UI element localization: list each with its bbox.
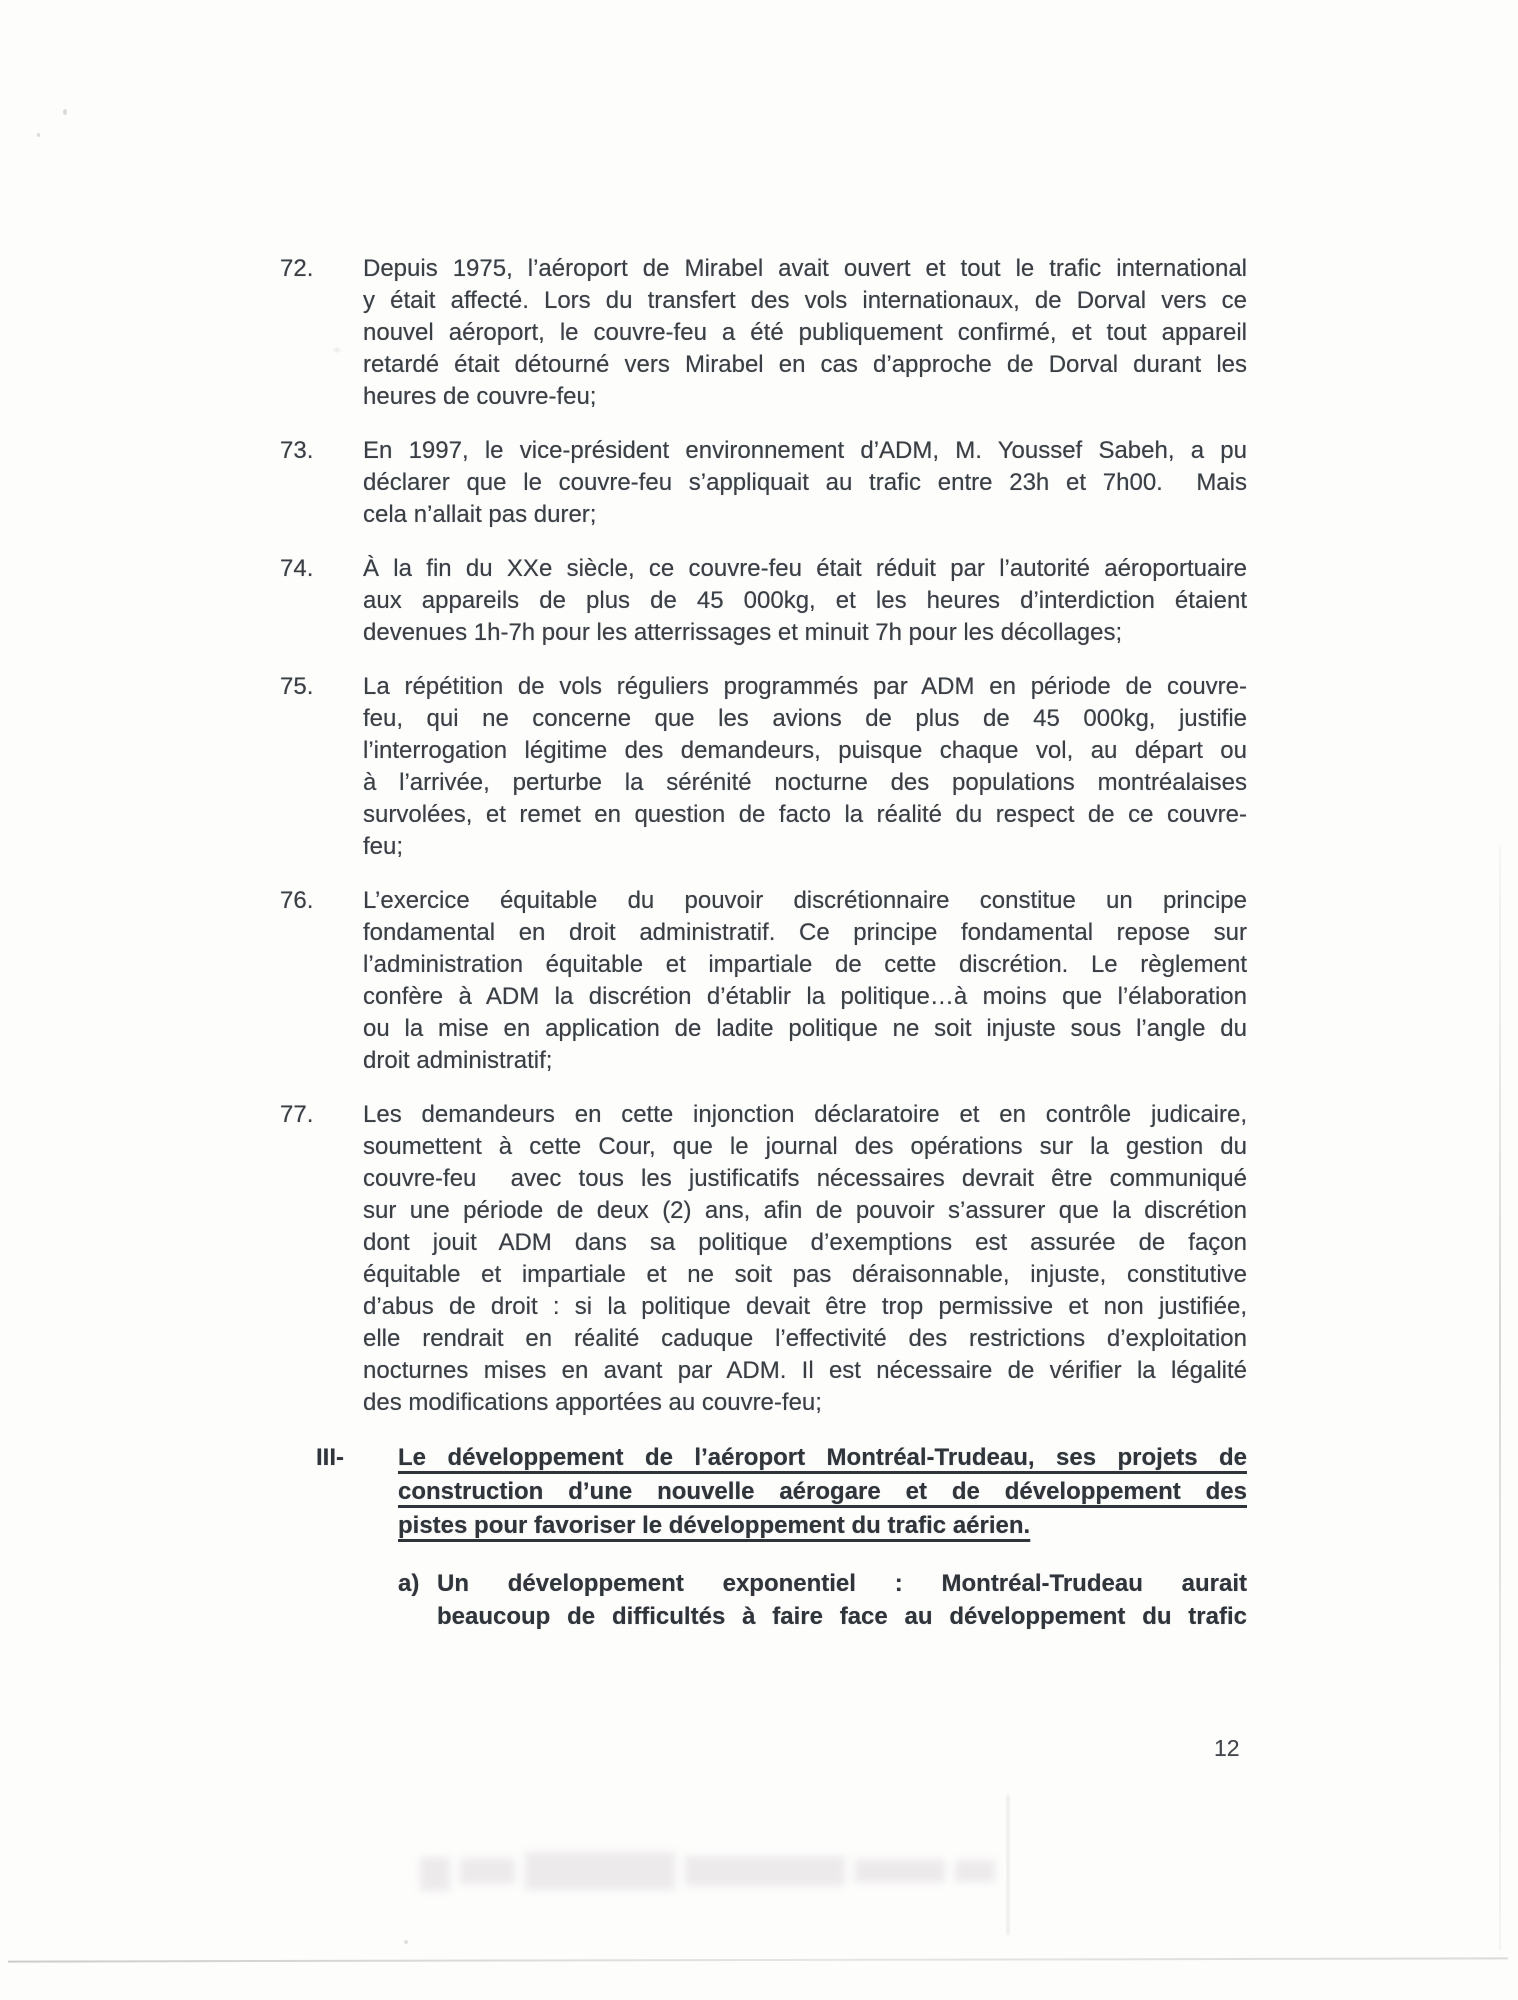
paragraph-75-line: à l’arrivée, perturbe la sérénité nocturne des populations montréalaises [363, 769, 1247, 796]
paragraph-76-line: ou la mise en application de ladite politique ne soit injuste sous l’angle du [363, 1015, 1247, 1042]
section-heading-III-line [398, 1475, 1247, 1509]
dust-speck [334, 348, 340, 352]
smudge-blob [525, 1852, 675, 1890]
smudge-blob [420, 1857, 450, 1891]
paragraph-75-line: feu; [363, 833, 404, 860]
paragraph-72-line: y était affecté. Lors du transfert des vols internationaux, de Dorval vers ce [363, 287, 1247, 314]
bleed-through-smudge [420, 1846, 1050, 1896]
paragraph-76-number: 76. [280, 887, 314, 914]
document-body [280, 253, 1247, 1633]
paragraph-73 [280, 435, 1247, 531]
paragraph-76-line: l’administration équitable et impartiale de cette discrétion. Le règlement [363, 951, 1247, 978]
sub-item-a-number: a) [398, 1570, 420, 1597]
paragraph-74-text [363, 553, 1247, 649]
paragraph-77-line: d’abus de droit : si la politique devait être trop permissive et non justifiée, [363, 1293, 1247, 1320]
paragraph-77-line: sur une période de deux (2) ans, afin de pouvoir s’assurer que la discrétion [363, 1197, 1247, 1224]
section-heading-III [316, 1441, 1247, 1543]
paragraph-74 [280, 553, 1247, 649]
sub-item-a-line: beaucoup de difficultés à faire face au développement du trafic [437, 1603, 1247, 1630]
dust-speck [37, 133, 40, 137]
paragraph-75-text [363, 671, 1247, 863]
paragraph-72-text [363, 253, 1247, 413]
section-heading-III-text [398, 1441, 1247, 1543]
page-number: 12 [1214, 1735, 1240, 1761]
smudge-blob [460, 1858, 515, 1884]
dust-speck [404, 1940, 408, 1944]
section-heading-III-underlined-text: Le développement de l’aéroport Montréal-Trudeau, ses projets de [398, 1444, 1247, 1471]
paragraph-76-line: fondamental en droit administratif. Ce principe fondamental repose sur [363, 919, 1247, 946]
paragraph-74-line: devenues 1h-7h pour les atterrissages et minuit 7h pour les décollages; [363, 619, 1123, 646]
paragraph-72-line: nouvel aéroport, le couvre-feu a été publiquement confirmé, et tout appareil [363, 319, 1247, 346]
paragraph-77-text [363, 1099, 1247, 1419]
smudge-blob [685, 1856, 845, 1886]
paragraph-77 [280, 1099, 1247, 1419]
paragraph-77-line: des modifications apportées au couvre-feu; [363, 1389, 822, 1416]
bottom-edge-scan-line [8, 1957, 1508, 1962]
dust-speck [63, 109, 67, 115]
smudge-blob [855, 1859, 945, 1883]
paragraph-77-line: couvre-feu avec tous les justificatifs nécessaires devrait être communiqué [363, 1165, 1247, 1192]
paragraph-72 [280, 253, 1247, 413]
paragraph-75-number: 75. [280, 673, 314, 700]
paragraph-72-number: 72. [280, 255, 314, 282]
paragraph-72-line: Depuis 1975, l’aéroport de Mirabel avait ouvert et tout le trafic international [363, 255, 1247, 282]
paragraph-74-line: aux appareils de plus de 45 000kg, et les heures d’interdiction étaient [363, 587, 1247, 614]
sub-item-a-line: Un développement exponentiel : Montréal-Trudeau aurait [437, 1570, 1247, 1597]
paragraph-73-line: cela n’allait pas durer; [363, 501, 597, 528]
paragraph-75 [280, 671, 1247, 863]
paragraph-75-line: l’interrogation légitime des demandeurs, puisque chaque vol, au départ ou [363, 737, 1247, 764]
sub-item-a-text [437, 1567, 1247, 1633]
paragraph-77-line: nocturnes mises en avant par ADM. Il est nécessaire de vérifier la légalité [363, 1357, 1247, 1384]
paragraph-73-text [363, 435, 1247, 531]
paragraph-77-line: soumettent à cette Cour, que le journal des opérations sur la gestion du [363, 1133, 1247, 1160]
smudge-blob [955, 1860, 995, 1882]
section-heading-III-number: III- [316, 1444, 344, 1471]
paragraph-77-number: 77. [280, 1101, 314, 1128]
paragraph-76-line: droit administratif; [363, 1047, 553, 1074]
paragraph-76-line: confère à ADM la discrétion d’établir la politique…à moins que l’élaboration [363, 983, 1247, 1010]
section-heading-III-underlined-text: pistes pour favoriser le développement du trafic aérien. [398, 1512, 1031, 1539]
right-edge-scan-line [1499, 845, 1501, 1950]
paragraph-73-line: déclarer que le couvre-feu s’appliquait au trafic entre 23h et 7h00. Mais [363, 469, 1247, 496]
paragraph-77-line: dont jouit ADM dans sa politique d’exemptions est assurée de façon [363, 1229, 1247, 1256]
sub-item-a [398, 1567, 1247, 1633]
paragraph-72-line: heures de couvre-feu; [363, 383, 597, 410]
paragraph-76-line: L’exercice équitable du pouvoir discrétionnaire constitue un principe [363, 887, 1247, 914]
paragraph-77-line: Les demandeurs en cette injonction déclaratoire et en contrôle judicaire, [363, 1101, 1247, 1128]
paragraph-75-line: La répétition de vols réguliers programmés par ADM en période de couvre- [363, 673, 1247, 700]
paragraph-74-line: À la fin du XXe siècle, ce couvre-feu était réduit par l’autorité aéroportuaire [363, 555, 1247, 582]
paragraph-73-line: En 1997, le vice-président environnement d’ADM, M. Youssef Sabeh, a pu [363, 437, 1247, 464]
section-heading-III-line [398, 1509, 1247, 1543]
paragraph-77-line: elle rendrait en réalité caduque l’effectivité des restrictions d’exploitation [363, 1325, 1247, 1352]
paragraph-75-line: feu, qui ne concerne que les avions de plus de 45 000kg, justifie [363, 705, 1247, 732]
paragraph-76-text [363, 885, 1247, 1077]
paragraph-75-line: survolées, et remet en question de facto la réalité du respect de ce couvre- [363, 801, 1247, 828]
paragraph-74-number: 74. [280, 555, 314, 582]
paragraph-72-line: retardé était détourné vers Mirabel en cas d’approche de Dorval durant les [363, 351, 1247, 378]
paragraph-76 [280, 885, 1247, 1077]
section-heading-III-underlined-text: construction d’une nouvelle aérogare et de développement des [398, 1478, 1247, 1505]
paragraph-73-number: 73. [280, 437, 314, 464]
section-heading-III-line [398, 1441, 1247, 1475]
paragraph-77-line: équitable et impartiale et ne soit pas déraisonnable, injuste, constitutive [363, 1261, 1247, 1288]
